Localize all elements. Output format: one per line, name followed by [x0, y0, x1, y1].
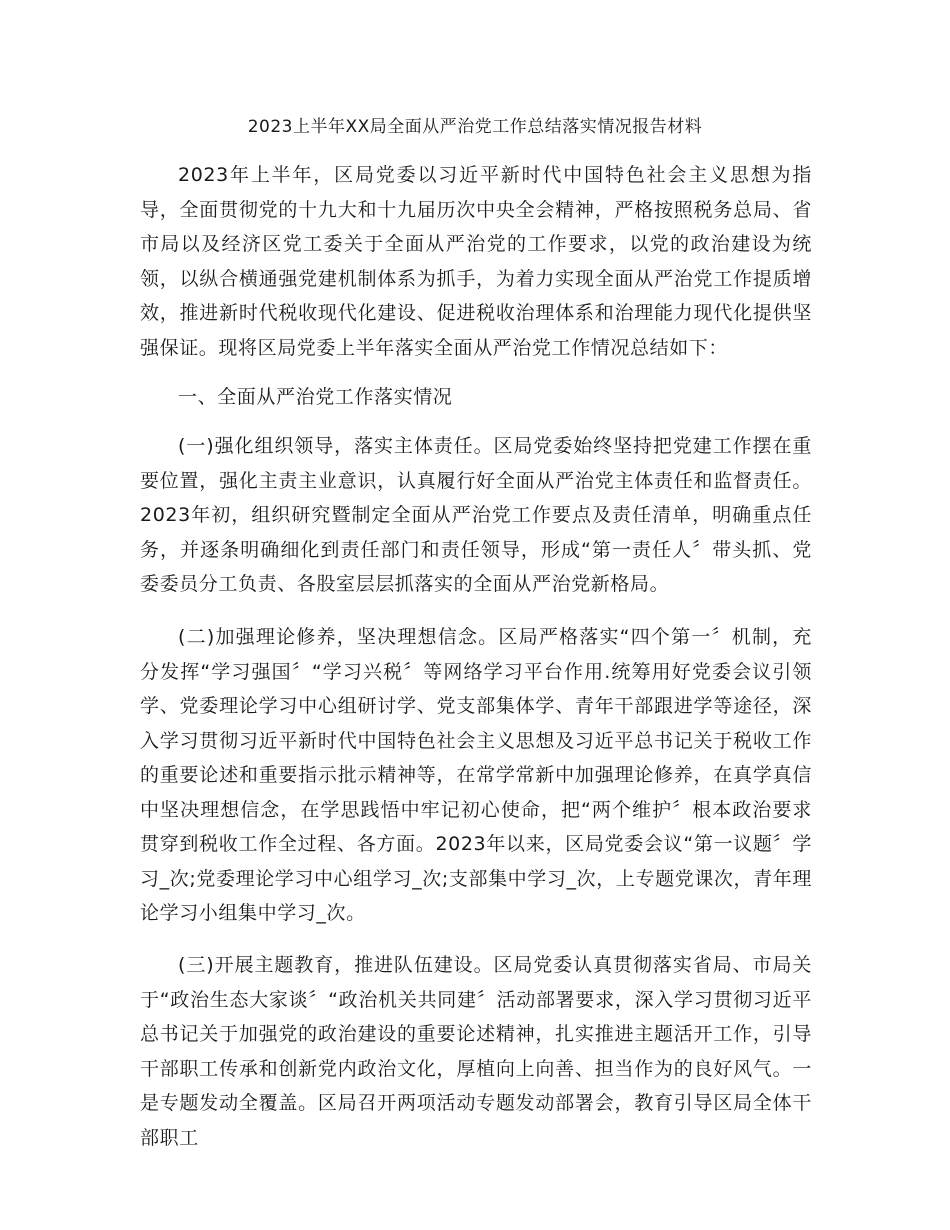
- document-title: 2023上半年XX局全面从严治党工作总结落实情况报告材料: [247, 117, 703, 137]
- paragraph-organization-leadership: (一)强化组织领导，落实主体责任。区局党委始终坚持把党建工作摆在重要位置，强化主责主业意识，认真履行好全面从严治党主体责任和监督责任。2023年初，组织研究暨制定全面从严治党工作要点及责任清单，明确重点任务，并逐条明确细化到责任部门和责任领导，形成“第一责任人〞带头抓、党委委员分工负责、各股室层层抓落实的全面从严治党新格局。: [140, 435, 812, 595]
- paragraph-theme-education: (三)开展主题教育，推进队伍建设。区局党委认真贯彻落实省局、市局关于“政治生态大家谈〞“政治机关共同建〞活动部署要求，深入学习贯彻习近平总书记关于加强党的政治建设的重要论述精神，扎实推进主题活开工作，引导干部职工传承和创新党内政治文化，厚植向上向善、担当作为的良好风气。一是专题发动全覆盖。区局召开两项活动专题发动部署会，教育引导区局全体干部职工: [140, 954, 812, 1149]
- section-heading: 一、全面从严治党工作落实情况: [178, 386, 453, 408]
- paragraph-theory-cultivation: (二)加强理论修养，坚决理想信念。区局严格落实“四个第一〞机制，充分发挥“学习强国〞“学习兴税〞等网络学习平台作用.统筹用好党委会议引领学、党委理论学习中心组研讨学、党支部集体学、青年干部跟进学等途径，深入学习贯彻习近平新时代中国特色社会主义思想及习近平总书记关于税收工作的重要论述和重要指示批示精神等，在常学常新中加强理论修养，在真学真信中坚决理想信念，在学思践悟中牢记初心使命，把“两个维护〞根本政治要求贯穿到税收工作全过程、各方面。2023年以来，区局党委会议“第一议题〞学习_次;党委理论学习中心组学习_次;支部集中学习_次，上专题党课次，青年理论学习小组集中学习_次。: [140, 626, 812, 924]
- intro-paragraph: 2023年上半年，区局党委以习近平新时代中国特色社会主义思想为指导，全面贯彻党的十九大和十九届历次中央全会精神，严格按照税务总局、省市局以及经济区党工委关于全面从严治党的工作要求，以党的政治建设为统领，以纵合横通强党建机制体系为抓手，为着力实现全面从严治党工作提质增效，推进新时代税收现代化建设、促进税收治理体系和治理能力现代化提供坚强保证。现将区局党委上半年落实全面从严治党工作情况总结如下：: [140, 164, 812, 359]
